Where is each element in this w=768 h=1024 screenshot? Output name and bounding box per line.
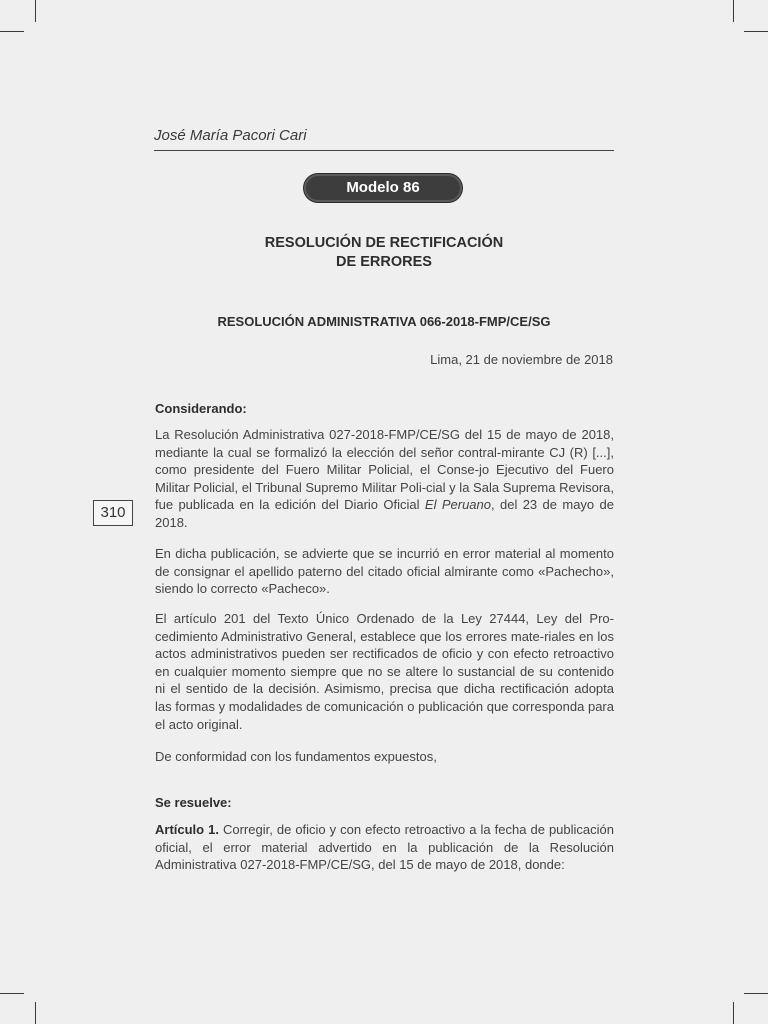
article-label: Artículo 1.: [155, 822, 219, 837]
article-1-paragraph: [155, 821, 614, 874]
paragraph-text: El artículo 201 del Texto Único Ordenado de la Ley 27444, Ley del Pro-cedimiento Administrativo General, establece que los errores mate-riales en los actos administrativos pueden ser rectificados de oficio y con efecto retroactivo en cualquier momento siempre que no se altere lo sustancial de su contenido ni el sentido de la decisión. Asimismo, precisa que dicha rectificación adopta las formas y modalidades de comunicación o publicación que corresponda para el acto original.: [155, 611, 614, 732]
crop-mark: [35, 0, 36, 22]
crop-mark: [0, 993, 24, 994]
paragraph-text: De conformidad con los fundamentos expuestos,: [155, 749, 437, 764]
considerando-heading: Considerando:: [155, 401, 247, 416]
resolution-number: RESOLUCIÓN ADMINISTRATIVA 066-2018-FMP/CE/SG: [217, 314, 551, 329]
title-line-2: DE ERRORES: [336, 254, 432, 270]
considerando-paragraph-2: [155, 545, 614, 598]
running-head-author: José María Pacori Cari: [154, 127, 307, 144]
crop-mark: [35, 1002, 36, 1024]
crop-mark: [0, 31, 24, 32]
paragraph-text: En dicha publicación, se advierte que se incurrió en error material al momento de consignar el apellido paterno del citado oficial almirante como «Pachecho», siendo lo correcto «Pacheco».: [155, 546, 614, 597]
paragraph-text: La Resolución Administrativa 027-2018-FMP/CE/SG del 15 de mayo de 2018, mediante la cual se formalizó la elección del señor contral-mirante CJ (R) [...], como presidente del Fuero Militar Policial, el Conse-jo Ejecutivo del Fuero Militar Policial, el Tribunal Supremo Militar Poli-cial y la Sala Suprema Revisora, fue publicada en la edición del Diario Oficial: [155, 427, 614, 513]
model-badge: Modelo 86: [304, 174, 462, 202]
considerando-paragraph-1: [155, 426, 614, 532]
crop-mark: [744, 31, 768, 32]
title-line-1: RESOLUCIÓN DE RECTIFICACIÓN: [264, 235, 504, 251]
newspaper-name: El Peruano: [424, 497, 491, 513]
resuelve-heading: Se resuelve:: [155, 795, 232, 810]
considerando-paragraph-4: [155, 748, 614, 766]
considerando-paragraph-3: [155, 610, 614, 733]
crop-mark: [733, 0, 734, 22]
place-date: Lima, 21 de noviembre de 2018: [430, 352, 613, 367]
article-text: Corregir, de oficio y con efecto retroactivo a la fecha de publicación oficial, el error material advertido en la publicación de la Resolución Administrativa 027-2018-FMP/CE/SG, del 15 de mayo de 2018, donde:: [155, 822, 614, 873]
crop-mark: [744, 993, 768, 994]
header-rule: [154, 150, 614, 151]
document-title: [154, 234, 614, 272]
paragraph-text: , del 23 de mayo de 2018.: [155, 497, 614, 530]
page-number: 310: [93, 500, 133, 526]
crop-mark: [733, 1002, 734, 1024]
